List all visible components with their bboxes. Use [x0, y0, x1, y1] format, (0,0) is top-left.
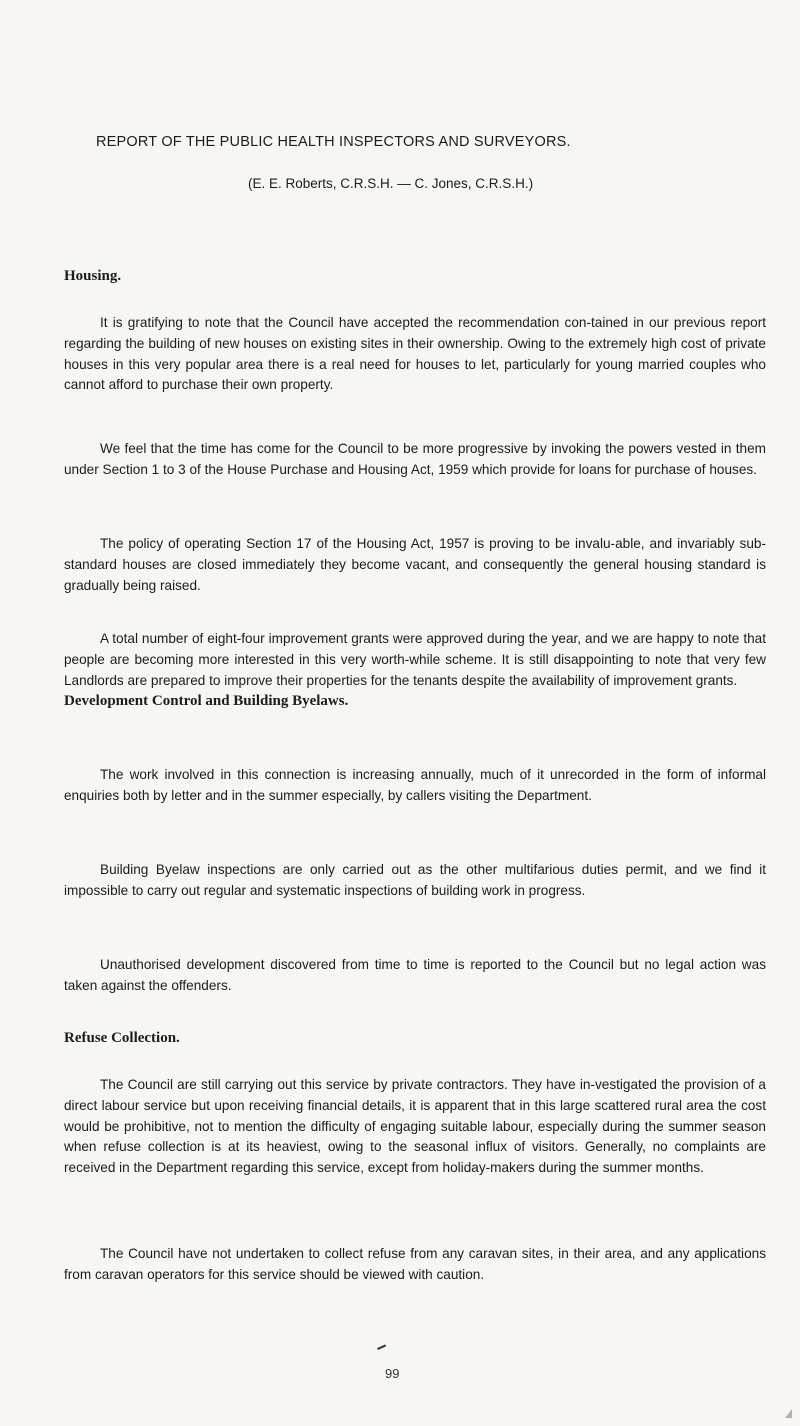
section-heading-housing: Housing.: [64, 268, 122, 284]
housing-paragraph-1: It is gratifying to note that the Council have accepted the recommendation con-tained in our previous report regarding the building of new houses on existing sites in their ownership. Owing to the extremely high cost of private houses in this very popular area there is a real need for houses to let, particularly for young married couples who cannot afford to purchase their own property.: [64, 315, 766, 393]
housing-paragraph-3: The policy of operating Section 17 of the Housing Act, 1957 is proving to be invalu-able, and invariably sub-standard houses are closed immediately they become vacant, and consequently the general housing standard is gradually being raised.: [64, 536, 766, 593]
ink-mark-icon: [377, 1344, 388, 1353]
development-paragraph-1: The work involved in this connection is increasing annually, much of it unrecorded in the form of informal enquiries both by letter and in the summer especially, by callers visiting the Department.: [64, 767, 766, 803]
development-paragraph-2: Building Byelaw inspections are only carried out as the other multifarious duties permit, and we find it impossible to carry out regular and systematic inspections of building work in progress.: [64, 862, 766, 898]
section-heading-development: Development Control and Building Byelaws.: [64, 693, 349, 710]
housing-paragraph-4: A total number of eight-four improvement grants were approved during the year, and we are happy to note that people are becoming more interested in this very worth-while scheme. It is still disappointing to note that very few Landlords are prepared to improve their properties for the tenants despite the availability of improvement grants.: [64, 631, 766, 688]
section-heading-refuse: Refuse Collection.: [64, 1030, 180, 1046]
housing-paragraph-2: We feel that the time has come for the Council to be more progressive by invoking the powers vested in them under Section 1 to 3 of the House Purchase and Housing Act, 1959 which provide for loans for purchase of houses.: [64, 441, 766, 477]
report-title: REPORT OF THE PUBLIC HEALTH INSPECTORS AND SURVEYORS.: [96, 134, 571, 150]
refuse-paragraph-1: The Council are still carrying out this service by private contractors. They have in-vestigated the provision of a direct labour service but upon receiving financial details, it is apparent that in this large scattered rural area the cost would be prohibitive, not to mention the difficulty of engaging suitable labour, especially during the summer season when refuse collection is at its heaviest, owing to the seasonal influx of visitors. Generally, no complaints are received in the Department regarding this service, except from holiday-makers during the summer months.: [64, 1077, 766, 1176]
development-paragraph-3: Unauthorised development discovered from time to time is reported to the Council but no legal action was taken against the offenders.: [64, 957, 766, 993]
report-authors: (E. E. Roberts, C.R.S.H. — C. Jones, C.R.S.H.): [248, 176, 534, 191]
refuse-paragraph-2: The Council have not undertaken to collect refuse from any caravan sites, in their area, and any applications from caravan operators for this service should be viewed with caution.: [64, 1246, 766, 1282]
corner-triangle-icon: [785, 1409, 792, 1418]
page-number: 99: [385, 1366, 400, 1381]
housing-paragraph-4-block: [64, 629, 766, 712]
